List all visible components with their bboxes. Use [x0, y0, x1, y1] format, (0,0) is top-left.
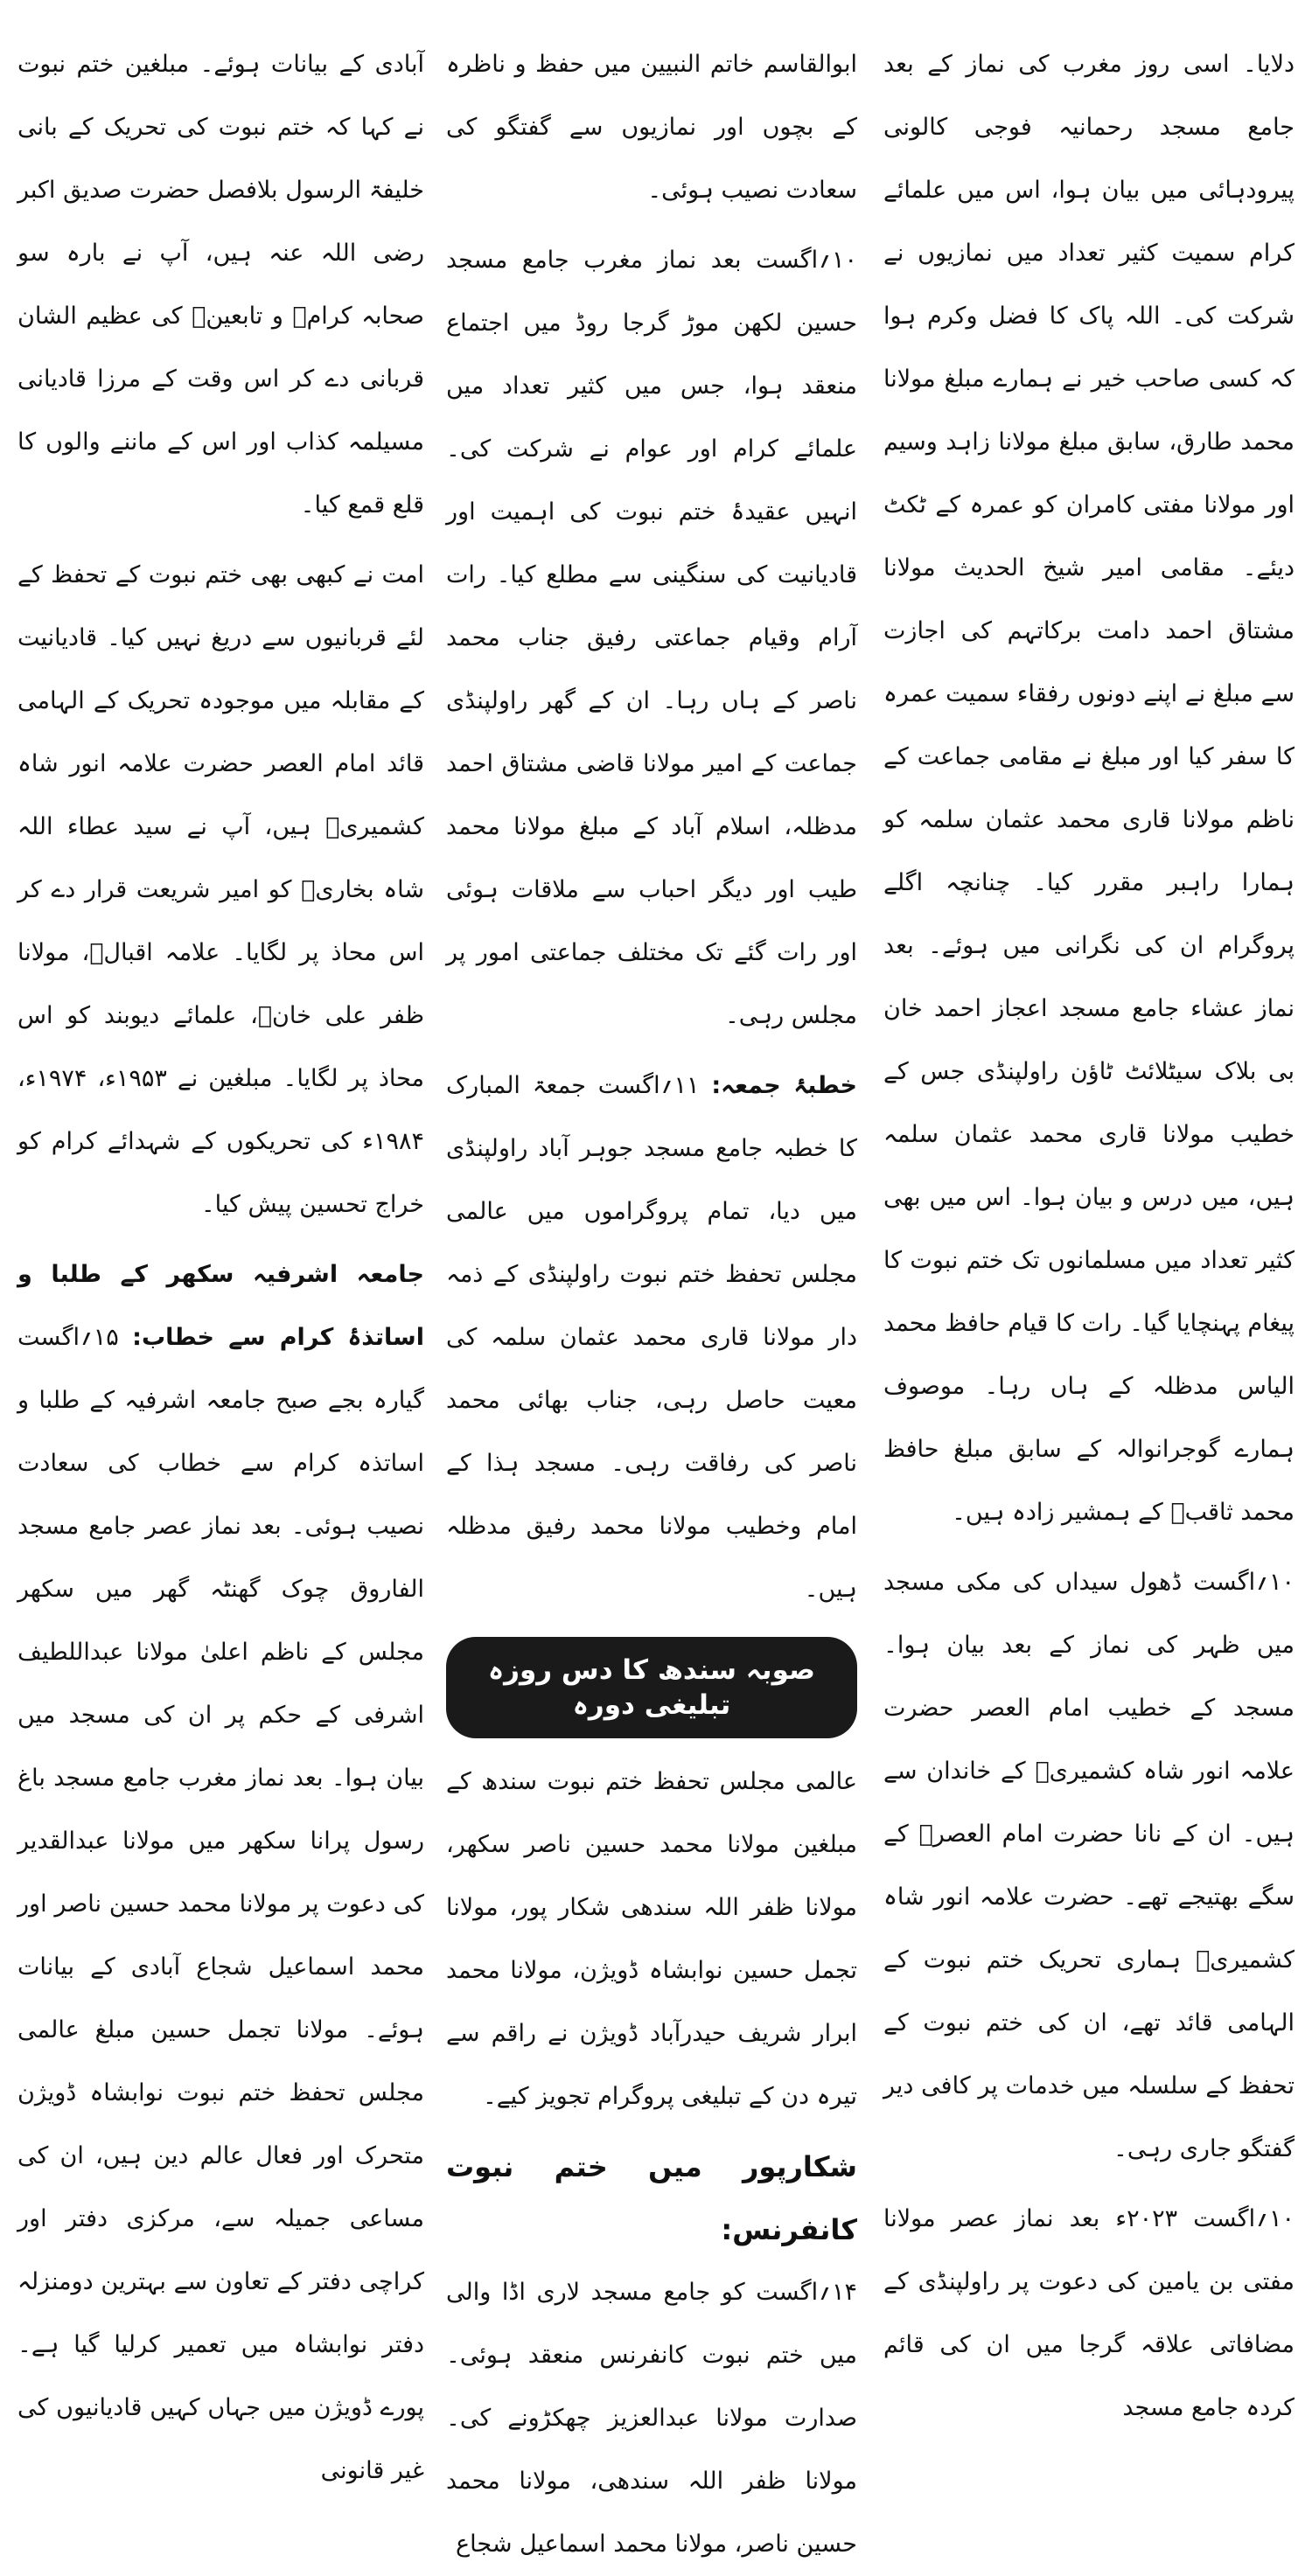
paragraph-text: ۱۵؍اگست گیارہ بجے صبح جامعہ اشرفیہ کے طلبا و اساتذہ کرام سے خطاب کی سعادت نصیب ہوئی۔ بعد نماز عصر جامع مسجد الفاروق چوک گھنٹہ گھر میں سکھر مجلس کے ناظم اعلیٰ مولانا عبداللطیف اشرفی کے حکم پر ان کی مسجد میں بیان ہوا۔ بعد نماز مغرب جامع مسجد باغ رسول پرانا سکھر میں مولانا عبدالقدیر کی دعوت پر مولانا محمد حسین ناصر اور محمد اسماعیل شجاع آبادی کے بیانات ہوئے۔ مولانا تجمل حسین مبلغ عالمی مجلس تحفظ ختم نبوت نوابشاہ ڈویژن متحرک اور فعال عالم دین ہیں، ان کی مساعی جمیلہ سے، مرکزی دفتر اور کراچی دفتر کے تعاون سے بہترین دومنزلہ دفتر نوابشاہ میں تعمیر کرلیا گیا ہے۔ پورے ڈویژن میں جہاں کہیں قادیانیوں کی غیر قانونی — [17, 1324, 424, 2484]
paragraph: ۱۴؍اگست کو جامع مسجد لاری اڈا والی میں ختم نبوت کانفرنس منعقد ہوئی۔ صدارت مولانا عبدالعزیز چھکڑونے کی۔ مولانا ظفر اللہ سندھی، مولانا محمد حسین ناصر، مولانا محمد اسماعیل شجاع — [446, 2279, 857, 2558]
column-middle — [446, 33, 857, 2558]
paragraph-text: ۱۱؍اگست جمعۃ المبارک کا خطبہ جامع مسجد جوہر آباد راولپنڈی میں دیا، تمام پروگراموں میں عالمی مجلس تحفظ ختم نبوت راولپنڈی کے ذمہ دار مولانا قاری محمد عثمان سلمہ کی معیت حاصل رہی، جناب بھائی محمد ناصر کی رفاقت رہی۔ مسجد ہذا کے امام وخطیب مولانا محمد رفیق مدظلہ ہیں۔ — [446, 1072, 857, 1603]
column-left — [17, 33, 424, 2484]
paragraph — [17, 1243, 424, 2503]
subheading: شکارپور میں ختم نبوت کانفرنس: — [446, 2150, 857, 2246]
section-banner-title: صوبہ سندھ کا دس روزہ تبلیغی دورہ — [446, 1637, 857, 1738]
subheading: جامعہ اشرفیہ سکھر کے طلبا و اساتذۂ کرام سے خطاب: — [17, 1261, 424, 1351]
section-banner — [446, 1637, 857, 1738]
paragraph: دلایا۔ اسی روز مغرب کی نماز کے بعد جامع مسجد رحمانیہ فوجی کالونی پیرودہائی میں بیان ہوا، اس میں علمائے کرام سمیت کثیر تعداد میں نمازیوں نے شرکت کی۔ اللہ پاک کا فضل وکرم ہوا کہ کسی صاحب خیر نے ہمارے مبلغ مولانا محمد طارق، سابق مبلغ مولانا زاہد وسیم اور مولانا مفتی کامران کو عمرہ کے ٹکٹ دیئے۔ مقامی امیر شیخ الحدیث مولانا مشتاق احمد دامت برکاتہم کی اجازت سے مبلغ نے اپنے دونوں رفقاء سمیت عمرہ کا سفر کیا اور مبلغ نے مقامی جماعت کے ناظم مولانا قاری محمد عثمان سلمہ کو ہمارا راہبر مقرر کیا۔ چنانچہ اگلے پروگرام ان کی نگرانی میں ہوئے۔ بعد نماز عشاء جامع مسجد اعجاز احمد خان بی بلاک سیٹلائٹ ٹاؤن راولپنڈی جس کے خطیب مولانا قاری محمد عثمان سلمہ ہیں، میں درس و بیان ہوا۔ اس میں بھی کثیر تعداد میں مسلمانوں تک ختم نبوت کا پیغام پہنچایا گیا۔ رات کا قیام حافظ محمد الیاس مدظلہ کے ہاں رہا۔ موصوف ہمارے گوجرانوالہ کے سابق مبلغ حافظ محمد ثاقبؒ کے ہمشیر زادہ ہیں۔ — [883, 51, 1295, 1526]
paragraph: امت نے کبھی بھی ختم نبوت کے تحفظ کے لئے قربانیوں سے دریغ نہیں کیا۔ قادیانیت کے مقابلہ میں موجودہ تحریک کے الہامی قائد امام العصر حضرت علامہ انور شاہ کشمیریؒ ہیں، آپ نے سید عطاء اللہ شاہ بخاریؒ کو امیر شریعت قرار دے کر اس محاذ پر لگایا۔ علامہ اقبالؒ، مولانا ظفر علی خانؒ، علمائے دیوبند کو اس محاذ پر لگایا۔ مبلغین نے ۱۹۵۳ء، ۱۹۷۴ء، ۱۹۸۴ء کی تحریکوں کے شہدائے کرام کو خراج تحسین پیش کیا۔ — [17, 561, 424, 1218]
paragraph: ۱۰؍اگست ۲۰۲۳ء بعد نماز عصر مولانا مفتی بن یامین کی دعوت پر راولپنڈی کے مضافاتی علاقہ گرجا میں ان کی قائم کردہ جامع مسجد — [883, 2205, 1295, 2421]
paragraph: آبادی کے بیانات ہوئے۔ مبلغین ختم نبوت نے کہا کہ ختم نبوت کی تحریک کے بانی خلیفۃ الرسول بلافصل حضرت صدیق اکبر رضی اللہ عنہ ہیں، آپ نے بارہ سو صحابہ کرامؓ و تابعینؒ کی عظیم الشان قربانی دے کر اس وقت کے مرزا قادیانی مسیلمہ کذاب اور اس کے ماننے والوں کا قلع قمع کیا۔ — [17, 51, 424, 519]
paragraph: عالمی مجلس تحفظ ختم نبوت سندھ کے مبلغین مولانا محمد حسین ناصر سکھر، مولانا ظفر اللہ سندھی شکار پور، مولانا تجمل حسین نوابشاہ ڈویژن، مولانا محمد ابرار شریف حیدرآباد ڈویژن نے راقم سے تیرہ دن کے تبلیغی پروگرام تجویز کیے۔ — [446, 1768, 857, 2110]
khutba-heading: خطبۂ جمعہ: — [711, 1072, 857, 1099]
column-right — [883, 33, 1295, 2421]
paragraph: ابوالقاسم خاتم النبیین میں حفظ و ناظرہ کے بچوں اور نمازیوں سے گفتگو کی سعادت نصیب ہوئی۔ — [446, 51, 857, 204]
paragraph: ۱۰؍اگست بعد نماز مغرب جامع مسجد حسین لکھن موڑ گرجا روڈ میں اجتماع منعقد ہوا، جس میں کثیر تعداد میں علمائے کرام اور عوام نے شرکت کی۔ انہیں عقیدۂ ختم نبوت کی اہمیت اور قادیانیت کی سنگینی سے مطلع کیا۔ رات آرام وقیام جماعتی رفیق جناب محمد ناصر کے ہاں رہا۔ ان کے گھر راولپنڈی جماعت کے امیر مولانا قاضی مشتاق احمد مدظلہ، اسلام آباد کے مبلغ مولانا محمد طیب اور دیگر احباب سے ملاقات ہوئی اور رات گئے تک مختلف جماعتی امور پر مجلس رہی۔ — [446, 247, 857, 1029]
paragraph: ۱۰؍اگست ڈھول سیداں کی مکی مسجد میں ظہر کی نماز کے بعد بیان ہوا۔ مسجد کے خطیب امام العصر حضرت علامہ انور شاہ کشمیریؒ کے خاندان سے ہیں۔ ان کے نانا حضرت امام العصرؒ کے سگے بھتیجے تھے۔ حضرت علامہ انور شاہ کشمیریؒ ہماری تحریک ختم نبوت کے الہامی قائد تھے، ان کی ختم نبوت کے تحفظ کے سلسلہ میں خدمات پر کافی دیر گفتگو جاری رہی۔ — [883, 1569, 1295, 2162]
paragraph — [446, 1055, 857, 1621]
